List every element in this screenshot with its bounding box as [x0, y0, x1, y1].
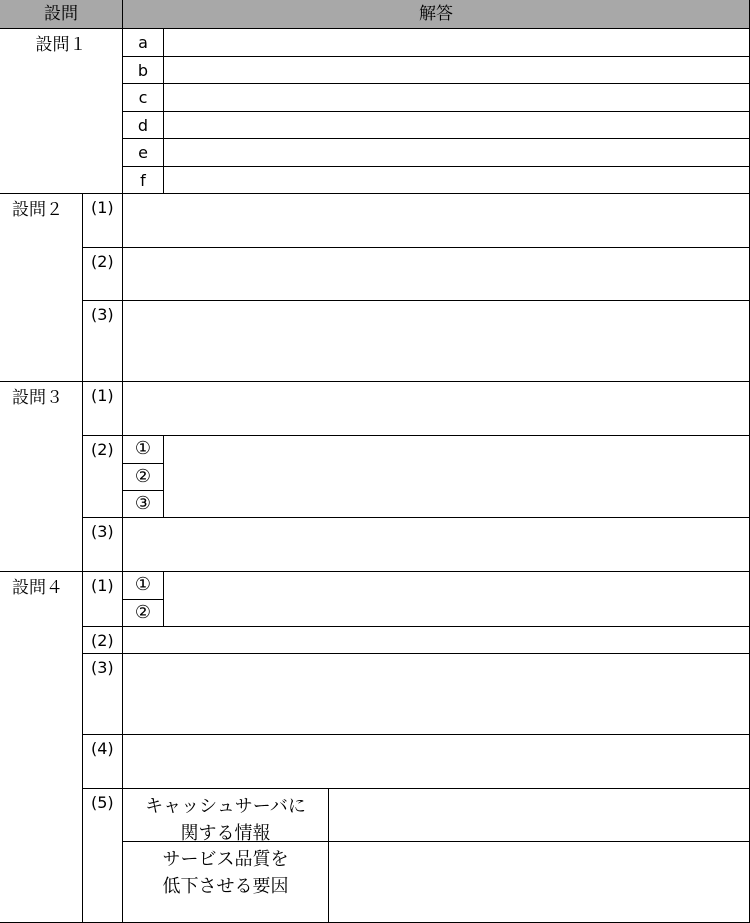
q4-sub5-label-cache-line2: 関する情報	[180, 823, 271, 844]
q4-sub5-label-cache-line1: キャッシュサーバに	[145, 796, 306, 817]
q4-answer-5-quality[interactable]	[329, 842, 750, 923]
q1-answer-b[interactable]	[164, 57, 750, 84]
q2-answer-2[interactable]	[123, 248, 750, 301]
q3-answer-3[interactable]	[123, 518, 750, 572]
header-answer: 解答	[123, 0, 750, 29]
q1-answer-a[interactable]	[164, 29, 750, 57]
q4-sub5-label-quality	[123, 842, 329, 923]
q1-item-d: d	[123, 112, 164, 139]
q4-answer-5-cache[interactable]	[329, 789, 750, 842]
q3-label: 設問３	[0, 382, 83, 572]
q4-sub5-label-quality-line2: 低下させる要因	[162, 876, 289, 897]
q1-answer-c[interactable]	[164, 84, 750, 112]
q1-item-a: a	[123, 29, 164, 57]
q2-answer-3[interactable]	[123, 301, 750, 382]
q4-answer-1[interactable]	[164, 572, 750, 627]
q2-label: 設問２	[0, 194, 83, 382]
q4-label: 設問４	[0, 572, 83, 923]
q4-sub-1: (1)	[83, 572, 123, 627]
q4-sub-3: (3)	[83, 654, 123, 735]
q3-item-1: ①	[123, 436, 164, 464]
q3-sub-1: (1)	[83, 382, 123, 436]
header-question: 設問	[0, 0, 123, 29]
q1-answer-d[interactable]	[164, 112, 750, 139]
q4-sub-4: (4)	[83, 735, 123, 789]
q1-item-b: b	[123, 57, 164, 84]
q4-sub5-label-cache	[123, 789, 329, 842]
q2-sub-3: (3)	[83, 301, 123, 382]
q4-answer-3[interactable]	[123, 654, 750, 735]
q3-answer-1[interactable]	[123, 382, 750, 436]
q3-sub-3: (3)	[83, 518, 123, 572]
q1-answer-f[interactable]	[164, 167, 750, 194]
q3-answer-2-1[interactable]	[164, 436, 750, 518]
q4-item-2: ②	[123, 600, 164, 627]
q4-answer-4[interactable]	[123, 735, 750, 789]
q2-sub-2: (2)	[83, 248, 123, 301]
q4-sub-5: (5)	[83, 789, 123, 923]
q3-item-2: ②	[123, 464, 164, 491]
q1-item-c: c	[123, 84, 164, 112]
q4-sub-2: (2)	[83, 627, 123, 654]
q1-item-f: f	[123, 167, 164, 194]
q2-sub-1: (1)	[83, 194, 123, 248]
q3-sub-2: (2)	[83, 436, 123, 518]
q4-item-1: ①	[123, 572, 164, 600]
q1-label: 設問１	[0, 29, 123, 194]
q3-item-3: ③	[123, 491, 164, 518]
q2-answer-1[interactable]	[123, 194, 750, 248]
q1-answer-e[interactable]	[164, 139, 750, 167]
q4-answer-2[interactable]	[123, 627, 750, 654]
q4-sub5-label-quality-line1: サービス品質を	[162, 849, 289, 870]
q1-item-e: e	[123, 139, 164, 167]
